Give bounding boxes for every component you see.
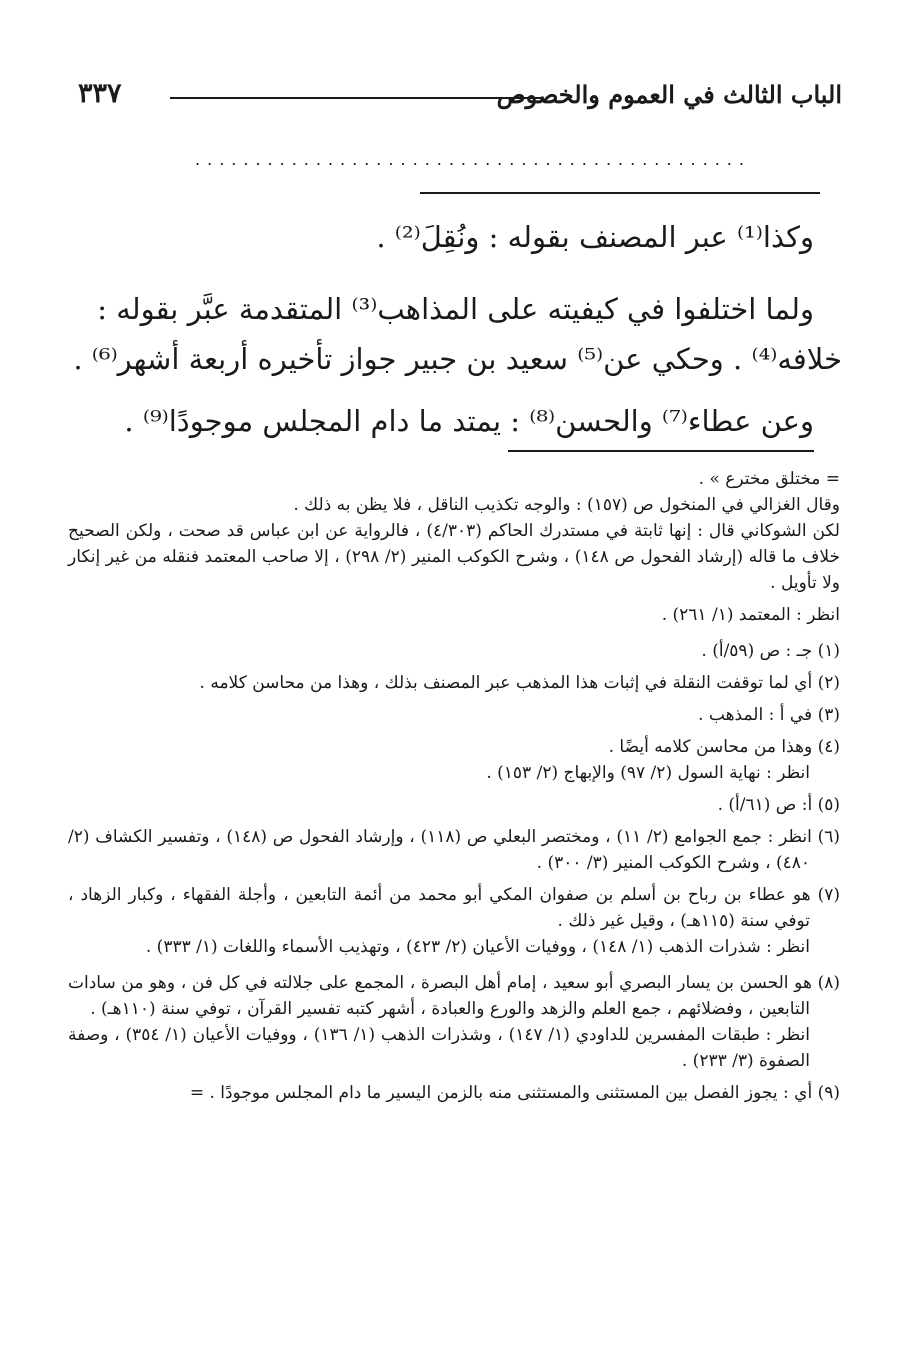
footnote-3: (٣) في أ : المذهب . [698, 705, 840, 725]
dotted-separator: .............................................. [195, 150, 751, 169]
text-rule [420, 192, 820, 194]
footnote-8: (٨) هو الحسن بن يسار البصري أبو سعيد ، إمام أهل البصرة ، المجمع على جلالته في كل فن ، وهو من سادات التابعين ، وفضلائهم ، جمع العلم والزهد والورع والعبادة ، أشهر كتبه تفسير القرآن ، توفي سنة (١١٠هـ) . [68, 973, 840, 1019]
footnotes [68, 466, 840, 1106]
footnote-reference: انظر : المعتمد (١/ ٢٦١) . [661, 605, 840, 625]
footnote-5: (٥) أ: ص (٦١/أ) . [717, 795, 840, 815]
footnote-continuation: وقال الغزالي في المنخول ص (١٥٧) : والوجه تكذيب الناقل ، فلا يظن به ذلك . [293, 495, 840, 515]
footnote-continuation: = مختلق مخترع » . [698, 469, 840, 489]
footnote-7: (٧) هو عطاء بن رباح بن أسلم بن صفوان المكي أبو محمد من أئمة التابعين ، وأجلة الفقهاء ، وكبار الزهاد ، توفي سنة (١١٥هـ) ، وقيل غير ذلك . [68, 885, 840, 931]
main-paragraph-1: وكذا⁽¹⁾ عبر المصنف بقوله : ونُقِلَ⁽²⁾ . [376, 220, 814, 254]
footnote-2: (٢) أي لما توقفت النقلة في إثبات هذا المذهب عبر المصنف بذلك ، وهذا من محاسن كلامه . [199, 673, 840, 693]
main-paragraph-3: وعن عطاء⁽⁷⁾ والحسن⁽⁸⁾ : يمتد ما دام المجلس موجودًا⁽⁹⁾ . [124, 404, 814, 438]
footnote-continuation: لكن الشوكاني قال : إنها ثابتة في مستدرك الحاكم (٤/٣٠٣) ، فالرواية عن ابن عباس قد صحت ، ولكن الصحيح خلاف ما قاله (إرشاد الفحول ص ١٤٨) ، وشرح الكوكب المنير (٢/ ٢٩٨) ، إلا صاحب المعتمد فنقله من غير إنكار ولا تأويل . [68, 521, 840, 593]
main-text [60, 212, 842, 446]
footnote-4: (٤) وهذا من محاسن كلامه أيضًا . [608, 737, 840, 757]
page-header [78, 78, 842, 118]
chapter-title: الباب الثالث في العموم والخصوص [496, 80, 842, 109]
footnote-1: (١) جـ : ص (٥٩/أ) . [701, 641, 840, 661]
footnote-rule [508, 450, 814, 452]
footnote-8-reference: انظر : طبقات المفسرين للداودي (١/ ١٤٧) ، وشذرات الذهب (١/ ١٣٦) ، ووفيات الأعيان (١/ ٣٥٤) ، وصفة الصفوة (٣/ ٢٣٣) . [68, 1025, 810, 1071]
page-number: ٣٣٧ [78, 78, 122, 109]
footnote-6: (٦) انظر : جمع الجوامع (٢/ ١١) ، ومختصر البعلي ص (١١٨) ، وإرشاد الفحول ص (١٤٨) ، وتفسير الكشاف (٢/ ٤٨٠) ، وشرح الكوكب المنير (٣/ ٣٠٠) . [68, 827, 841, 873]
main-paragraph-2-line-2: خلافه⁽⁴⁾ . وحكي عن⁽⁵⁾ سعيد بن جبير جواز تأخيره أربعة أشهر⁽⁶⁾ . [73, 342, 842, 376]
footnote-7-reference: انظر : شذرات الذهب (١/ ١٤٨) ، ووفيات الأعيان (٢/ ٤٢٣) ، وتهذيب الأسماء واللغات (١/ ٣٣٣) . [145, 937, 810, 957]
footnote-4-reference: انظر : نهاية السول (٢/ ٩٧) والإبهاج (٢/ ١٥٣) . [486, 763, 810, 783]
header-rule [170, 97, 542, 99]
footnote-9: (٩) أي : يجوز الفصل بين المستثنى والمستثنى منه بالزمن اليسير ما دام المجلس موجودًا . = [189, 1083, 840, 1103]
main-paragraph-2-line-1: ولما اختلفوا في كيفيته على المذاهب⁽³⁾ المتقدمة عبَّر بقوله : [97, 292, 814, 326]
